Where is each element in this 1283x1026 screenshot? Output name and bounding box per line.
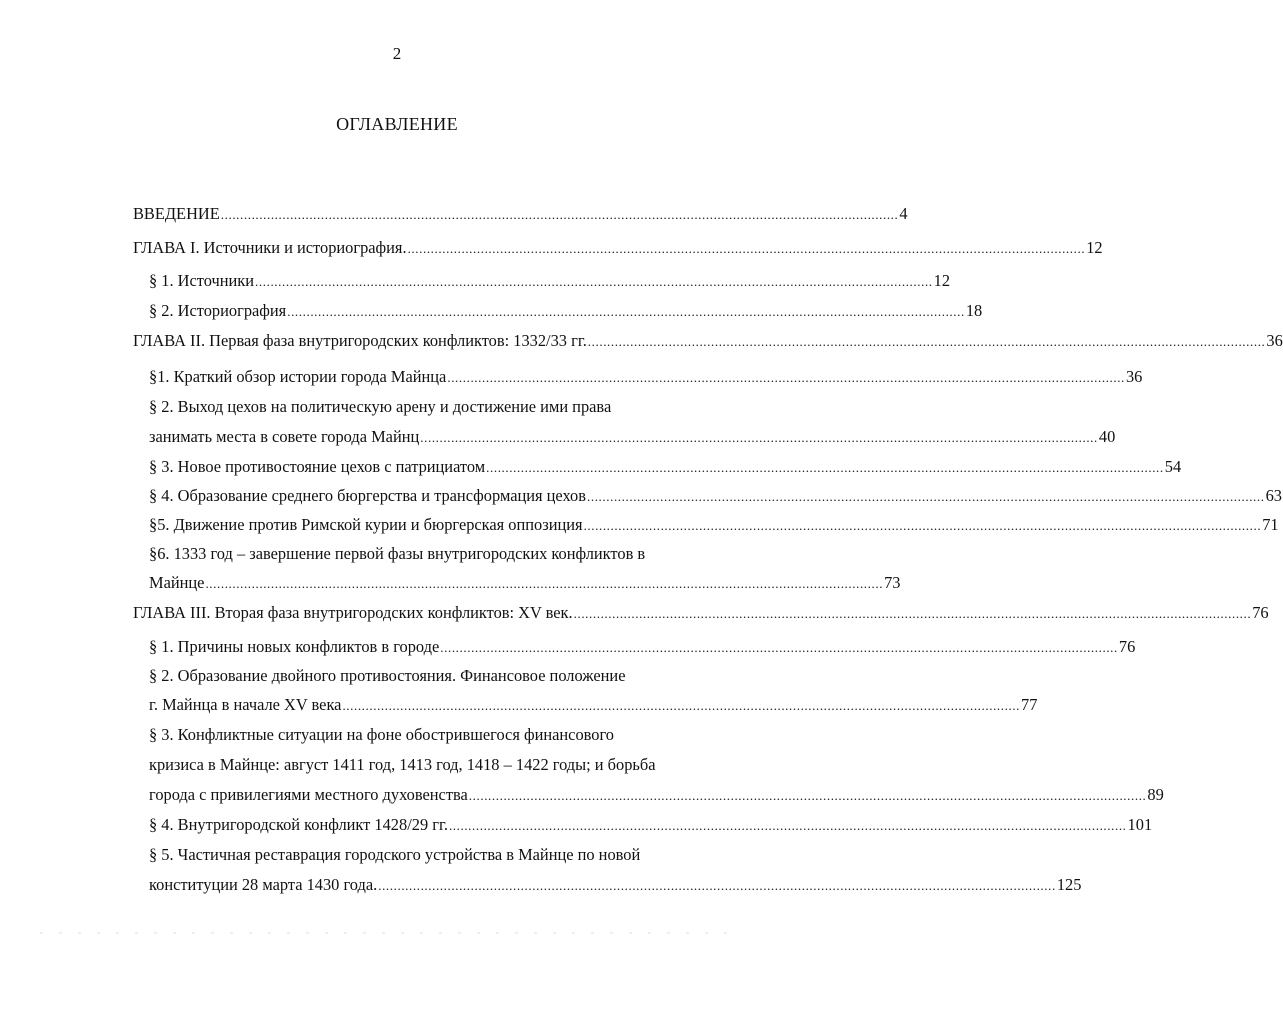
toc-entry-text: § 1. Причины новых конфликтов в городе xyxy=(149,637,440,656)
scan-noise xyxy=(40,932,740,934)
toc-entry-text: ГЛАВА III. Вторая фаза внутригородских конфликтов: XV век. xyxy=(133,603,573,622)
toc-entry-page: 54 xyxy=(1164,457,1182,476)
toc-entry-page: 77 xyxy=(1021,695,1038,714)
toc-entry-text: города с привилегиями местного духовенства xyxy=(149,785,468,804)
toc-entry-page: 4 xyxy=(899,204,908,223)
toc-entry-text: § 4. Образование среднего бюргерства и трансформация цехов xyxy=(149,486,586,505)
dot-leader: ................................................................................................................................................................................ xyxy=(420,430,1098,445)
toc-entry-text: § 2. Историография xyxy=(149,301,287,320)
toc-entry-text: ГЛАВА II. Первая фаза внутригородских конфликтов: 1332/33 гг. xyxy=(133,331,587,350)
dot-leader: ................................................................................................................................................................................ xyxy=(255,274,933,289)
toc-entry-page: 63 xyxy=(1265,486,1282,505)
dot-leader: ................................................................................................................................................................................ xyxy=(440,640,1118,655)
toc-entry-ch2-sec6-line1 xyxy=(149,543,733,565)
toc-entry-chapter-2 xyxy=(133,330,1283,352)
dot-leader: ................................................................................................................................................................................ xyxy=(583,518,1262,533)
toc-entry-text: § 2. Выход цехов на политическую арену и достижение ими права xyxy=(149,397,612,416)
toc-entry-page: 12 xyxy=(1086,238,1103,257)
toc-entry-ch3-sec3-line1 xyxy=(149,724,733,746)
toc-entry-page: 125 xyxy=(1056,875,1082,894)
toc-entry-page: 71 xyxy=(1262,515,1279,534)
toc-entry-text: Майнце xyxy=(149,573,205,592)
toc-entry-ch3-sec1 xyxy=(149,636,1136,658)
dot-leader: ................................................................................................................................................................................ xyxy=(205,576,884,591)
toc-entry-text: § 5. Частичная реставрация городского устройства в Майнце по новой xyxy=(149,845,641,864)
toc-entry-text: § 3. Конфликтные ситуации на фоне обострившегося финансового xyxy=(149,725,614,744)
toc-entry-text: конституции 28 марта 1430 года. xyxy=(149,875,378,894)
toc-entry-text: § 4. Внутригородской конфликт 1428/29 гг. xyxy=(149,815,448,834)
toc-entry-text: § 3. Новое противостояние цехов с патрициатом xyxy=(149,457,486,476)
dot-leader: ................................................................................................................................................................................ xyxy=(468,788,1147,803)
toc-entry-page: 76 xyxy=(1252,603,1269,622)
toc-entry-text: § 2. Образование двойного противостояния. Финансовое положение xyxy=(149,666,626,685)
toc-entry-ch3-sec3-line3 xyxy=(149,784,1164,806)
toc-entry-page: 18 xyxy=(965,301,983,320)
toc-entry-ch1-sec2 xyxy=(149,300,983,322)
toc-entry-ch3-sec4 xyxy=(149,814,1153,836)
toc-entry-ch2-sec1 xyxy=(149,366,1143,388)
toc-entry-ch2-sec2-line1 xyxy=(149,396,733,418)
dot-leader: ................................................................................................................................................................................ xyxy=(587,489,1265,504)
toc-entry-ch3-sec2-line2 xyxy=(149,694,1038,716)
dot-leader: ................................................................................................................................................................................ xyxy=(486,460,1164,475)
dot-leader: ................................................................................................................................................................................ xyxy=(220,207,899,222)
toc-entry-ch1-sec1 xyxy=(149,270,951,292)
toc-entry-page: 89 xyxy=(1147,785,1164,804)
toc-entry-text: г. Майнца в начале XV века xyxy=(149,695,342,714)
toc-entry-ch2-sec2-line2 xyxy=(149,426,1116,448)
toc-entry-text: занимать места в совете города Майнц xyxy=(149,427,420,446)
toc-entry-page: 76 xyxy=(1118,637,1136,656)
toc-entry-ch2-sec4 xyxy=(149,485,1282,507)
dot-leader: ................................................................................................................................................................................ xyxy=(378,878,1056,893)
toc-entry-ch2-sec6-line2 xyxy=(149,572,901,594)
toc-entry-page: 36 xyxy=(1266,331,1283,350)
toc-entry-page: 36 xyxy=(1125,367,1143,386)
toc-entry-page: 12 xyxy=(933,271,951,290)
toc-entry-ch3-sec3-line2 xyxy=(149,754,733,776)
toc-entry-page: 40 xyxy=(1098,427,1116,446)
toc-entry-chapter-3 xyxy=(133,602,1269,624)
toc-entry-ch3-sec5-line1 xyxy=(149,844,733,866)
page-number: 2 xyxy=(392,44,402,63)
dot-leader: ................................................................................................................................................................................ xyxy=(407,241,1086,256)
dot-leader: ................................................................................................................................................................................ xyxy=(448,818,1127,833)
dot-leader: ................................................................................................................................................................................ xyxy=(447,370,1125,385)
dot-leader: ................................................................................................................................................................................ xyxy=(587,334,1266,349)
dot-leader: ................................................................................................................................................................................ xyxy=(342,698,1021,713)
toc-entry-text: § 1. Источники xyxy=(149,271,255,290)
toc-entry-text: ГЛАВА I. Источники и историография. xyxy=(133,238,407,257)
toc-entry-introduction xyxy=(133,203,908,225)
toc-entry-ch3-sec5-line2 xyxy=(149,874,1082,896)
toc-entry-ch2-sec3 xyxy=(149,456,1182,478)
toc-entry-ch2-sec5 xyxy=(149,514,1279,536)
toc-entry-text: §1. Краткий обзор истории города Майнца xyxy=(149,367,447,386)
toc-entry-ch3-sec2-line1 xyxy=(149,665,733,687)
toc-entry-text: §6. 1333 год – завершение первой фазы внутригородских конфликтов в xyxy=(149,544,646,563)
dot-leader: ................................................................................................................................................................................ xyxy=(287,304,965,319)
toc-entry-page: 73 xyxy=(884,573,901,592)
toc-entry-text: §5. Движение против Римской курии и бюргерская оппозиция xyxy=(149,515,583,534)
toc-entry-text: кризиса в Майнце: август 1411 год, 1413 год, 1418 – 1422 годы; и борьба xyxy=(149,755,656,774)
dot-leader: ................................................................................................................................................................................ xyxy=(573,606,1252,621)
toc-entry-page: 101 xyxy=(1127,815,1153,834)
toc-title: ОГЛАВЛЕНИЕ xyxy=(336,114,458,134)
toc-entry-chapter-1 xyxy=(133,237,1103,259)
toc-entry-text: ВВЕДЕНИЕ xyxy=(133,204,220,223)
